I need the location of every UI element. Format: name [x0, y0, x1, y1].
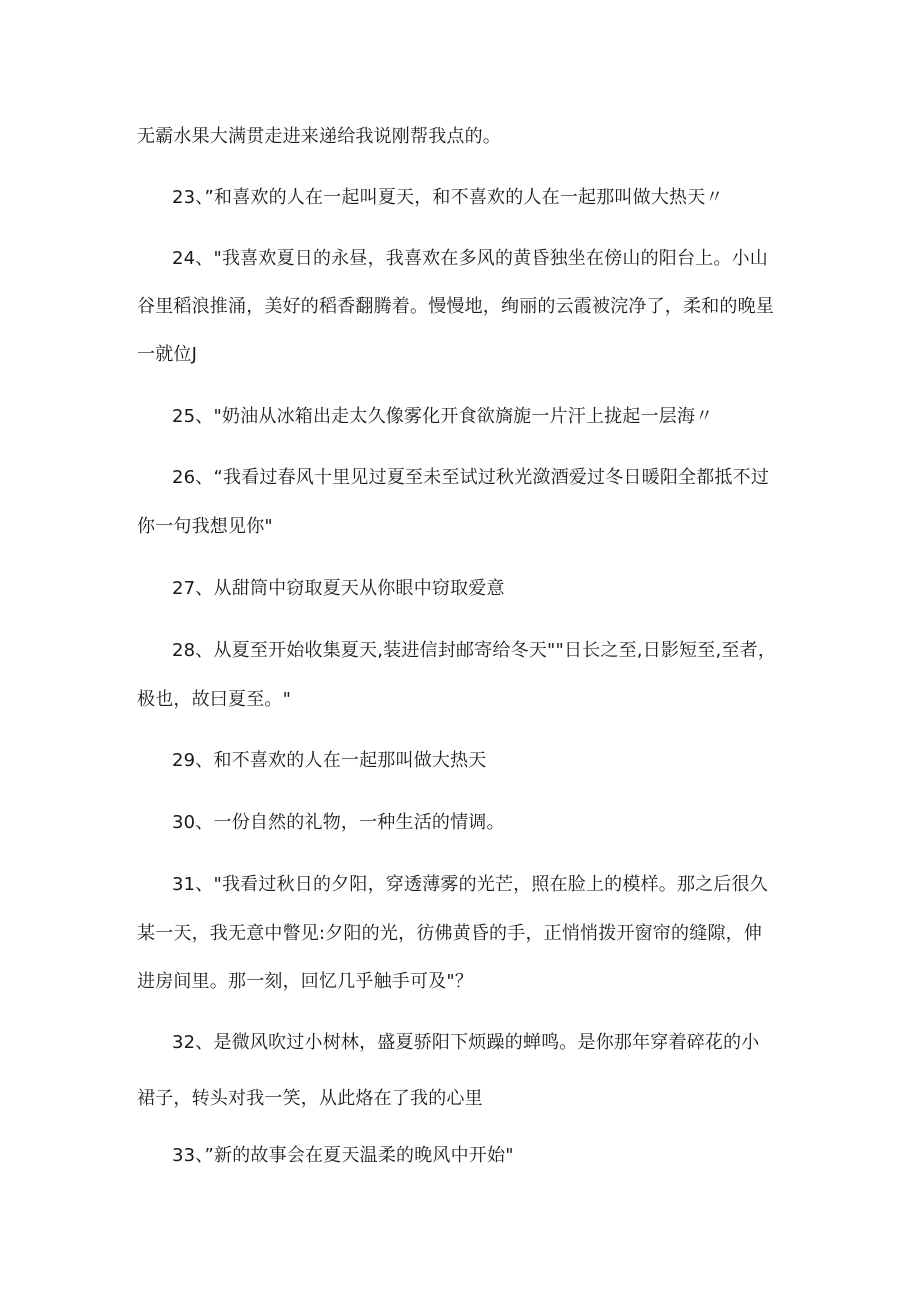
text-line: 33、”新的故事会在夏天温柔的晚风中开始"	[172, 1145, 514, 1166]
text-line: 无霸水果大满贯走进来递给我说刚帮我点的。	[137, 126, 501, 147]
text-line: 23、”和喜欢的人在一起叫夏天，和不喜欢的人在一起那叫做大热天〃	[172, 187, 724, 208]
text-line: 28、从夏至开始收集夏天,装进信封邮寄给冬天""日长之至,日影短至,至者，	[172, 640, 777, 661]
text-line: 30、一份自然的礼物，一种生活的情调。	[172, 812, 505, 833]
text-line: 24、"我喜欢夏日的永昼，我喜欢在多风的黄昏独坐在傍山的阳台上。小山	[172, 248, 768, 269]
text-line: 极也，故曰夏至。"	[137, 689, 292, 710]
text-line: 26、“我看过春风十里见过夏至未至试过秋光潋酒爱过冬日暖阳全都抵不过	[172, 467, 770, 488]
text-line: 25、"奶油从冰箱出走太久像雾化开食欲旖旎一片汗上拢起一层海〃	[172, 406, 714, 427]
text-line: 进房间里。那一刻，回忆几乎触手可及"？	[137, 971, 474, 992]
text-line: 29、和不喜欢的人在一起那叫做大热天	[172, 750, 487, 771]
text-line: 谷里稻浪推涌，美好的稻香翻腾着。慢慢地，绚丽的云霞被浣净了，柔和的晚星	[137, 296, 774, 317]
text-line: 你一句我想见你"	[137, 516, 273, 537]
text-line: 一就位J	[137, 344, 198, 365]
text-line: 裙子，转头对我一笑，从此烙在了我的心里	[137, 1088, 483, 1109]
text-line: 31、"我看过秋日的夕阳，穿透薄雾的光芒，照在脸上的模样。那之后很久	[172, 874, 768, 895]
text-line: 27、从甜筒中窃取夏天从你眼中窃取爱意	[172, 578, 505, 599]
text-line: 某一天，我无意中瞥见:夕阳的光，彷佛黄昏的手，正悄悄拨开窗帘的缝隙，伸	[137, 923, 763, 944]
text-line: 32、是微风吹过小树林，盛夏骄阳下烦躁的蝉鸣。是你那年穿着碎花的小	[172, 1032, 760, 1053]
